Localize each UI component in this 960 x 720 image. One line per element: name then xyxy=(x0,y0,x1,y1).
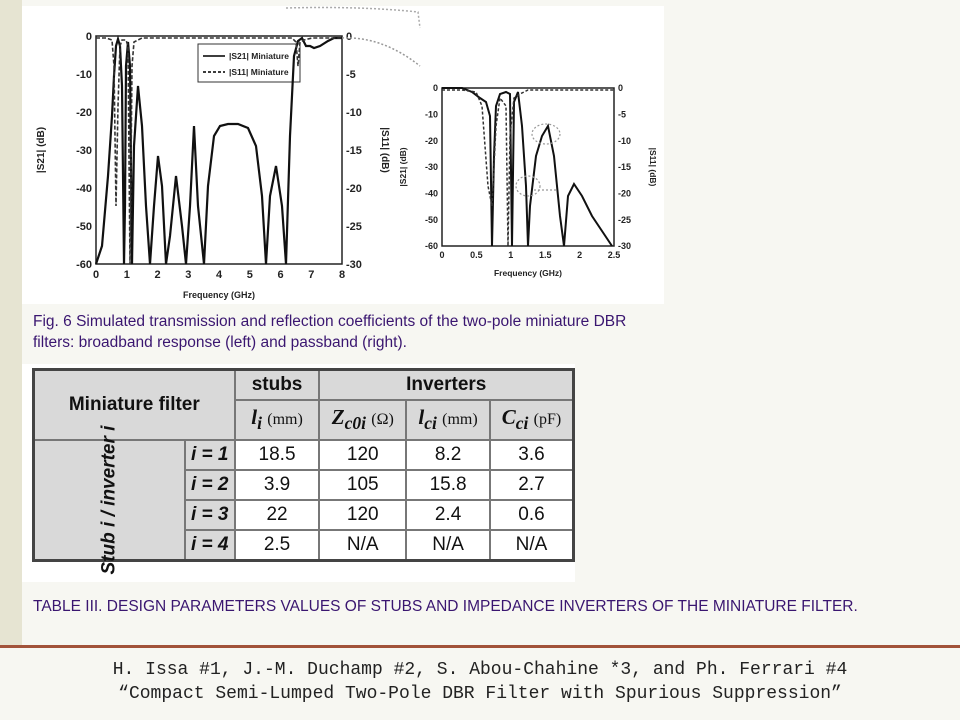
row-idx: i = 2 xyxy=(185,470,235,500)
tick-label: 1.5 xyxy=(538,250,552,260)
right-x-ticks xyxy=(439,250,620,260)
tick-label: 0 xyxy=(439,250,445,260)
tick-label: 0 xyxy=(432,83,438,94)
tick-label: 8 xyxy=(338,269,346,281)
inverters-header: Inverters xyxy=(319,370,573,401)
tick-label: 0 xyxy=(92,269,100,281)
cell-cci: 0.6 xyxy=(490,500,573,530)
tick-label: 0 xyxy=(85,30,92,43)
tick-label: -30 xyxy=(346,258,362,271)
table-caption: TABLE III. DESIGN PARAMETERS VALUES OF STUBS AND IMPEDANCE INVERTERS OF THE MINIATURE FILTER. xyxy=(33,598,858,615)
tick-label: -20 xyxy=(76,106,92,119)
col-header-lci: $l_{ci}$ (mm) xyxy=(406,400,490,440)
cell-z: 105 xyxy=(319,470,406,500)
left-y-left-ticks xyxy=(76,31,92,271)
cell-cci: N/A xyxy=(490,530,573,561)
blank-area xyxy=(665,0,960,300)
tick-label: 2 xyxy=(577,250,583,260)
cell-cci: 3.6 xyxy=(490,440,573,470)
tick-label: -30 xyxy=(618,241,632,252)
footer xyxy=(0,658,960,706)
tick-label: -5 xyxy=(618,109,627,120)
cell-z: N/A xyxy=(319,530,406,561)
tick-label: 5 xyxy=(246,269,253,281)
col-header-cci: $C_{ci}$ (pF) xyxy=(490,400,573,440)
cell-li: 22 xyxy=(235,500,320,530)
tick-label: -25 xyxy=(618,214,632,225)
tick-label: 6 xyxy=(277,269,284,281)
legend-s11: |S11| Miniature xyxy=(229,67,289,77)
cell-lci: 8.2 xyxy=(406,440,490,470)
cell-lci: 2.4 xyxy=(406,500,490,530)
cell-li: 3.9 xyxy=(235,470,320,500)
cell-lci: 15.8 xyxy=(406,470,490,500)
figure-6 xyxy=(22,6,664,304)
tick-label: 7 xyxy=(308,269,315,281)
right-ylabel-right: |S11| (dB) xyxy=(648,147,658,187)
footer-title: “Compact Semi-Lumped Two-Pole DBR Filter with Spurious Suppression” xyxy=(118,684,842,704)
parameter-table-wrap xyxy=(22,364,575,582)
left-xlabel: Frequency (GHz) xyxy=(182,290,256,300)
figure-svg xyxy=(22,6,664,304)
row-idx: i = 1 xyxy=(185,440,235,470)
tick-label: -10 xyxy=(346,106,362,119)
tick-label: 3 xyxy=(185,269,192,281)
row-idx: i = 3 xyxy=(185,500,235,530)
tick-label: -20 xyxy=(424,135,438,146)
figure-caption: Fig. 6 Simulated transmission and reflection coefficients of the two-pole miniature DBR filters: broadband response (left) and passband (right). xyxy=(33,313,627,351)
tick-label: -15 xyxy=(618,162,632,173)
col-header-li: $l_i$ (mm) xyxy=(235,400,320,440)
row-header: Stub i / inverter i xyxy=(34,440,185,561)
tick-label: -15 xyxy=(346,144,362,157)
row-idx: i = 4 xyxy=(185,530,235,561)
right-y-left-ticks xyxy=(425,83,438,251)
right-ylabel: |S21| (dB) xyxy=(398,147,408,187)
stubs-header: stubs xyxy=(235,370,320,401)
tick-label: -20 xyxy=(346,182,362,195)
tick-label: 0.5 xyxy=(470,250,483,260)
tick-label: 0 xyxy=(346,30,353,43)
tick-label: 1 xyxy=(508,250,514,260)
tick-label: -30 xyxy=(76,144,92,157)
tick-label: -5 xyxy=(346,68,356,81)
right-plot xyxy=(398,83,658,278)
tick-label: -40 xyxy=(424,188,438,199)
tick-label: -10 xyxy=(618,135,632,146)
left-x-ticks xyxy=(93,269,345,281)
left-accent-bar xyxy=(0,0,22,645)
tick-label: -25 xyxy=(346,220,362,233)
right-xlabel: Frequency (GHz) xyxy=(493,268,563,278)
cell-li: 18.5 xyxy=(235,440,320,470)
col-header-z: $Z_{c0i}$ (Ω) xyxy=(319,400,406,440)
cell-cci: 2.7 xyxy=(490,470,573,500)
tick-label: -50 xyxy=(424,214,438,225)
tick-label: -10 xyxy=(76,68,92,81)
parameter-table xyxy=(32,368,575,575)
tick-label: 0 xyxy=(618,83,624,94)
left-ylabel: |S21| (dB) xyxy=(36,126,47,174)
cell-li: 2.5 xyxy=(235,530,320,561)
left-y-right-ticks xyxy=(346,31,362,271)
footer-authors: H. Issa #1, J.-M. Duchamp #2, S. Abou-Chahine *3, and Ph. Ferrari #4 xyxy=(112,660,848,680)
legend-s21: |S21| Miniature xyxy=(229,51,290,61)
tick-label: 4 xyxy=(215,269,223,281)
tick-label: -30 xyxy=(424,162,438,173)
cell-z: 120 xyxy=(319,500,406,530)
table-corner: Miniature filter xyxy=(34,370,235,441)
tick-label: -10 xyxy=(424,109,438,120)
tick-label: -60 xyxy=(424,241,438,252)
tick-label: -40 xyxy=(76,182,92,195)
zoom-arrow-top xyxy=(286,8,420,29)
tick-label: -50 xyxy=(76,220,92,233)
cell-lci: N/A xyxy=(406,530,490,561)
zoom-arrow-bottom xyxy=(342,38,420,66)
left-plot xyxy=(36,31,390,300)
footer-divider xyxy=(0,645,960,648)
left-ylabel-right: |S11| (dB) xyxy=(379,127,390,173)
right-y-right-ticks xyxy=(618,83,631,251)
tick-label: -20 xyxy=(618,188,632,199)
tick-label: -60 xyxy=(76,258,92,271)
tick-label: 1 xyxy=(123,269,130,281)
tick-label: 2.5 xyxy=(607,250,621,260)
tick-label: 2 xyxy=(154,269,161,281)
cell-z: 120 xyxy=(319,440,406,470)
